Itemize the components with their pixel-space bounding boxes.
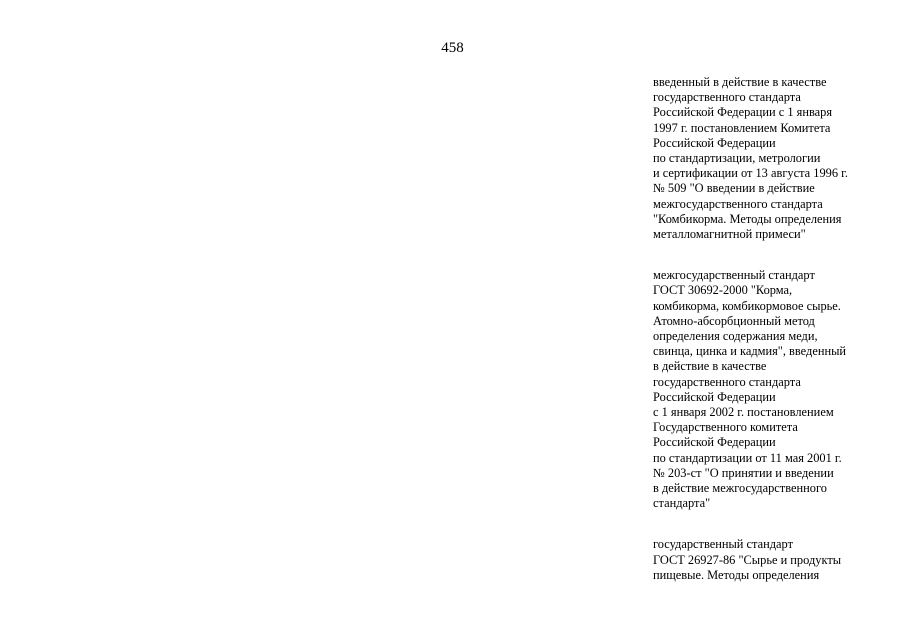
text-line: Российской Федерации с 1 января (653, 105, 833, 120)
page-number: 458 (441, 40, 464, 56)
text-line: свинца, цинка и кадмия", введенный (653, 344, 847, 359)
text-line: в действие в качестве (653, 359, 767, 374)
text-line: государственного стандарта (653, 374, 801, 389)
paragraph-1 (653, 75, 898, 242)
text-line: комбикорма, комбикормовое сырье. (653, 298, 841, 313)
paragraph-2 (653, 268, 898, 511)
text-line: Государственного комитета (653, 420, 798, 435)
text-line: по стандартизации от 11 мая 2001 г. (653, 450, 842, 465)
text-line: № 509 "О введении в действие (653, 181, 815, 196)
paragraph-3 (653, 537, 898, 583)
text-line: межгосударственного стандарта (653, 196, 823, 211)
document-text-column (653, 75, 898, 609)
text-line: введенный в действие в качестве (653, 75, 827, 89)
text-line: ГОСТ 30692-2000 "Корма, (653, 283, 793, 298)
text-line: Атомно-абсорбционный метод (653, 313, 815, 328)
text-line: металломагнитной примеси" (653, 227, 806, 242)
text-line: Российской Федерации (653, 435, 776, 450)
text-line: пищевые. Методы определения (653, 567, 820, 582)
text-line: государственного стандарта (653, 90, 801, 105)
text-line: определения содержания меди, (653, 329, 818, 344)
text-line: в действие межгосударственного (653, 481, 827, 496)
text-line: по стандартизации, метрологии (653, 151, 821, 166)
text-line: ГОСТ 26927-86 "Сырье и продукты (653, 552, 842, 567)
text-line: стандарта" (653, 496, 711, 511)
text-line: и сертификации от 13 августа 1996 г. (653, 166, 848, 181)
text-line: "Комбикорма. Методы определения (653, 211, 842, 226)
text-line: Российской Федерации (653, 389, 776, 404)
text-line: государственный стандарт (653, 537, 793, 552)
text-line: межгосударственный стандарт (653, 268, 815, 283)
text-line: с 1 января 2002 г. постановлением (653, 405, 834, 420)
text-line: № 203-ст "О принятии и введении (653, 465, 834, 480)
text-line: Российской Федерации (653, 135, 776, 150)
text-line: 1997 г. постановлением Комитета (653, 120, 831, 135)
